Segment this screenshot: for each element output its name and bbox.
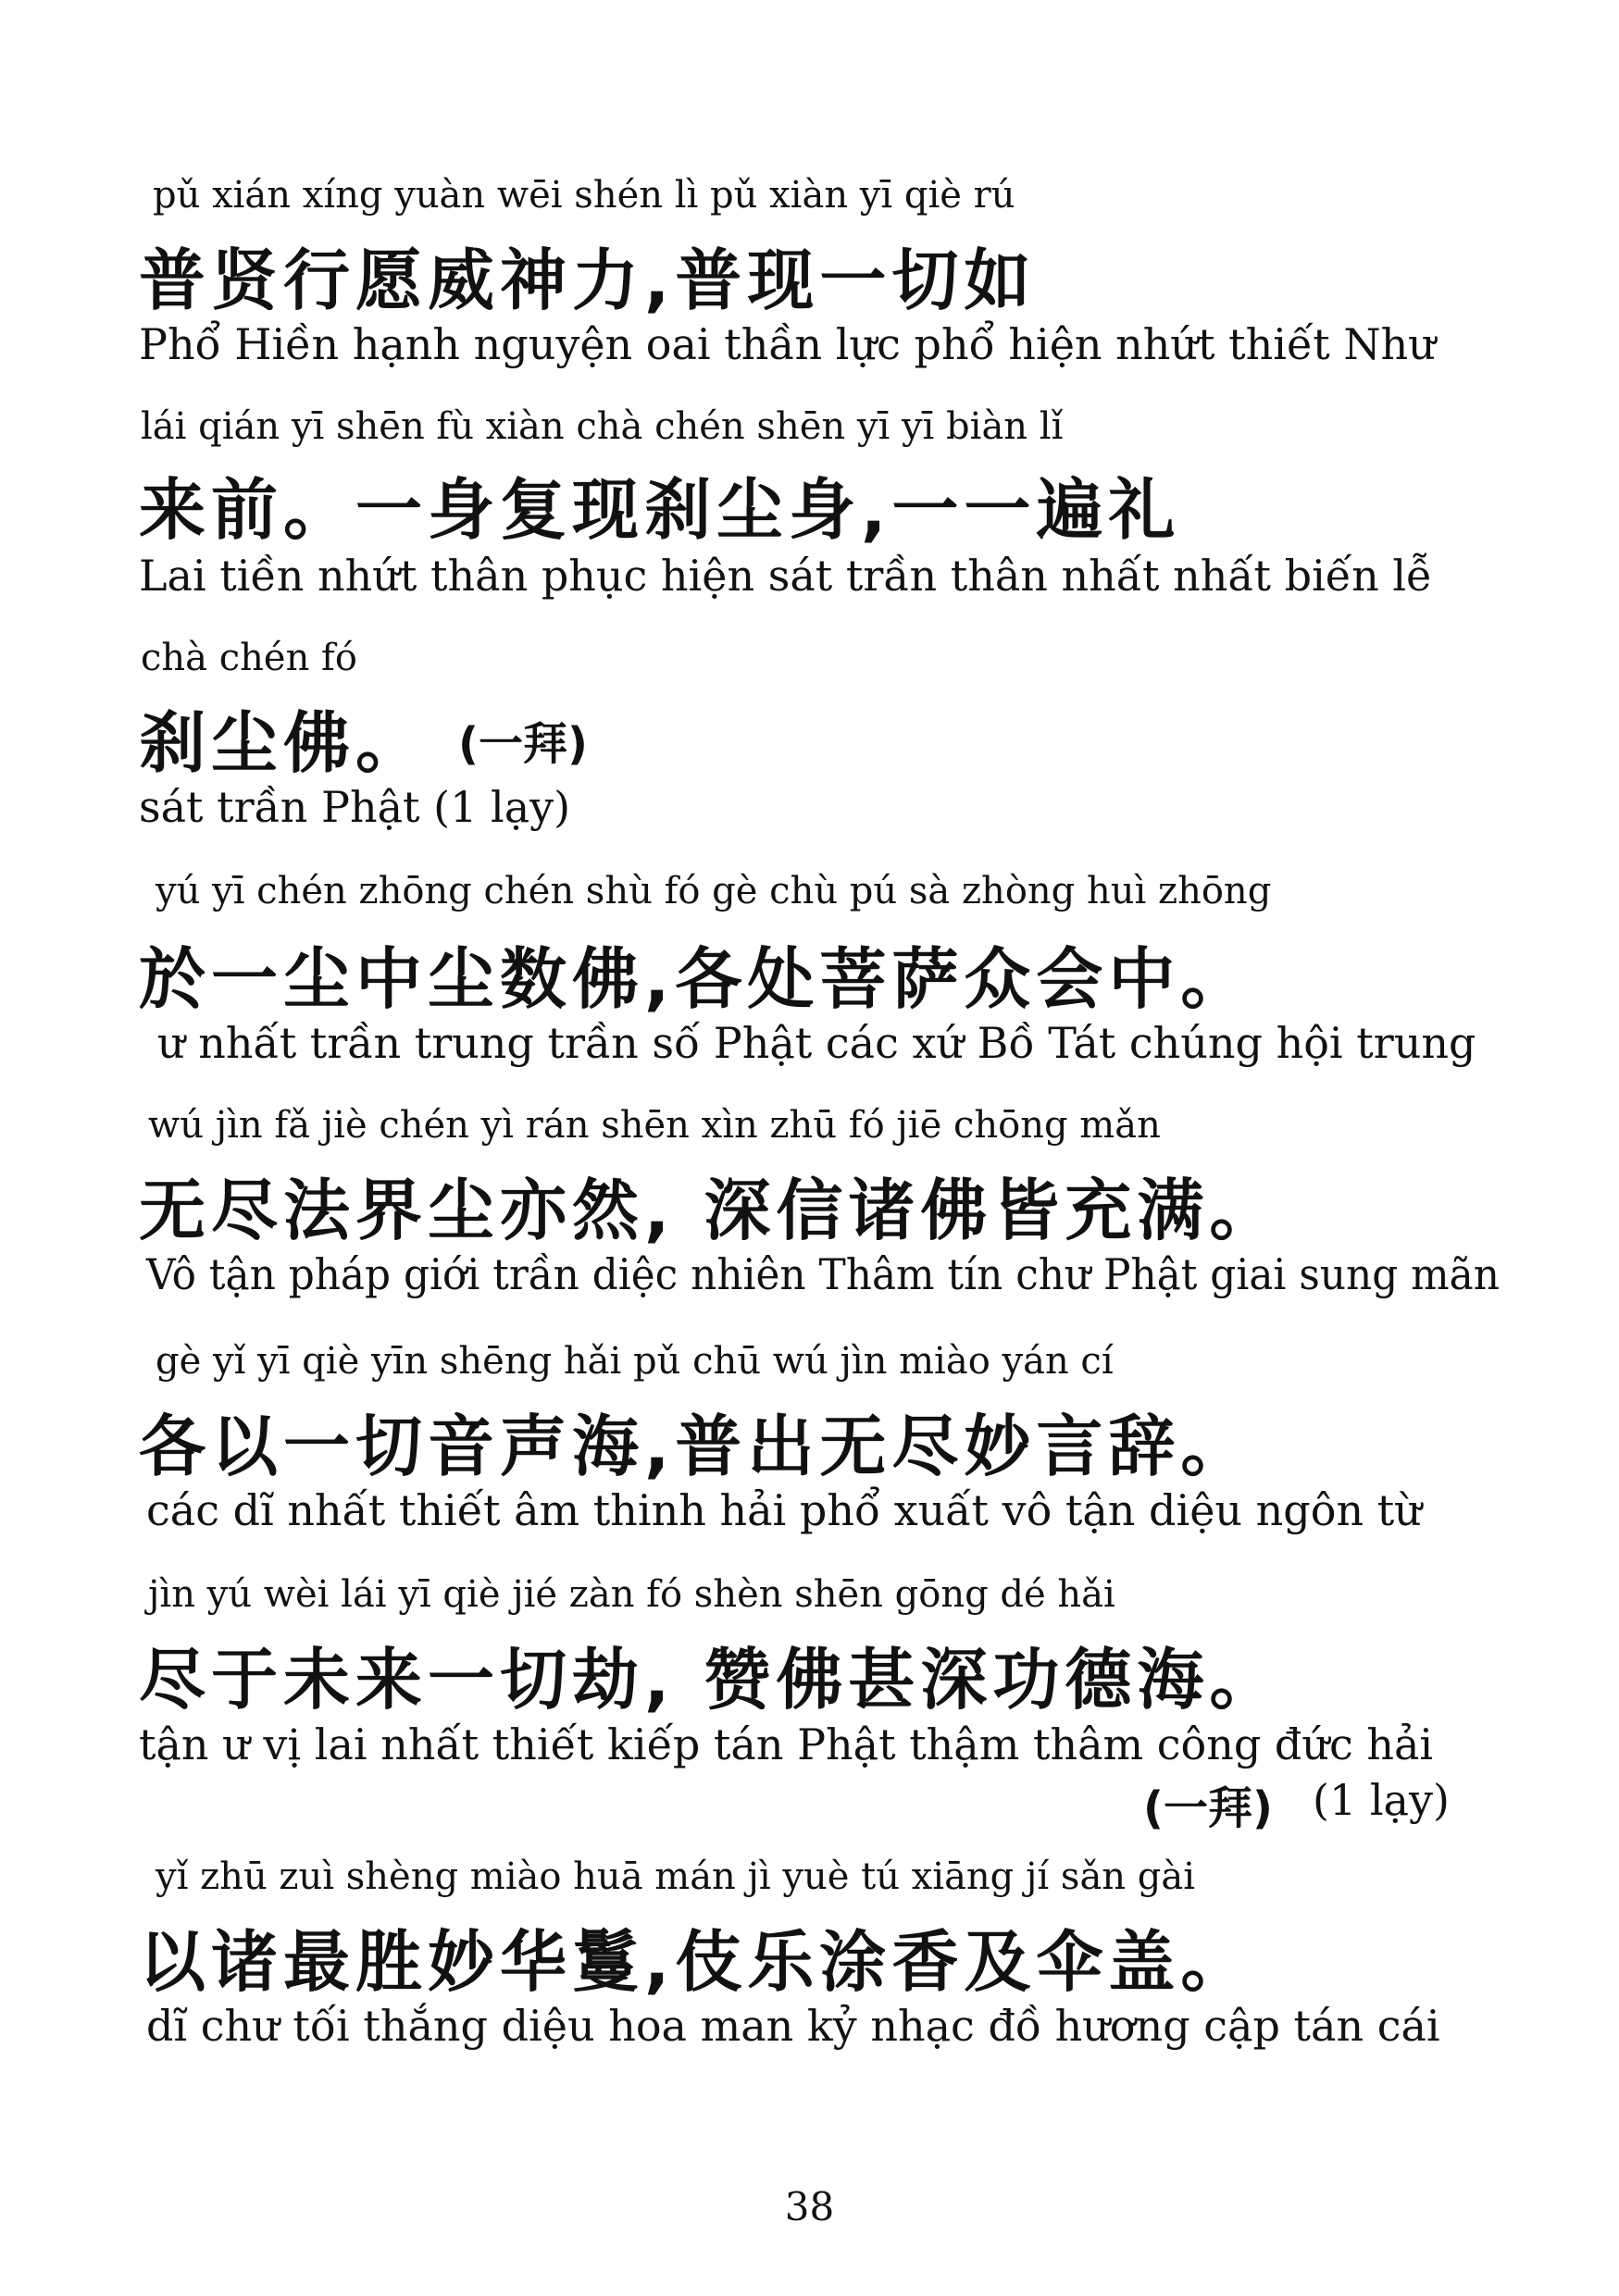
- pinyin-line: chà chén fó: [141, 637, 357, 679]
- chinese-line: 尽于未来一切劫, 赞佛甚深功德海。: [139, 1641, 1282, 1719]
- chinese-line: 於一尘中尘数佛,各处菩萨众会中。: [139, 940, 1253, 1018]
- chinese-line: 各以一切音声海,普出无尽妙言辞。: [139, 1408, 1253, 1485]
- prostration-note: (一拜): [458, 718, 588, 770]
- vietnamese-line: Phổ Hiền hạnh nguyện oai thần lực phổ hiện nhứt thiết Như: [139, 319, 1436, 369]
- chinese-line: 无尽法界尘亦然, 深信诸佛皆充满。: [139, 1172, 1282, 1249]
- pinyin-line: yú yī chén zhōng chén shù fó gè chù pú sà zhòng huì zhōng: [156, 870, 1272, 912]
- vietnamese-line: Lai tiền nhứt thân phục hiện sát trần thân nhất nhất biến lễ: [139, 551, 1433, 601]
- pinyin-line: gè yǐ yī qiè yīn shēng hǎi pǔ chū wú jìn miào yán cí: [156, 1340, 1114, 1383]
- prostration-note-vietnamese: (1 lạy): [1313, 1775, 1450, 1825]
- pinyin-line: yǐ zhū zuì shèng miào huā mán jì yuè tú xiāng jí sǎn gài: [156, 1855, 1196, 1898]
- page-number: 38: [784, 2184, 835, 2229]
- prostration-note: (一拜): [1143, 1782, 1273, 1834]
- chinese-line: 刹尘佛。: [139, 704, 429, 782]
- vietnamese-line: Vô tận pháp giới trần diệc nhiên Thâm tín chư Phật giai sung mãn: [146, 1249, 1500, 1299]
- pinyin-line: jìn yú wèi lái yī qiè jié zàn fó shèn shēn gōng dé hǎi: [148, 1573, 1115, 1616]
- pinyin-line: wú jìn fǎ jiè chén yì rán shēn xìn zhū fó jiē chōng mǎn: [148, 1104, 1161, 1147]
- chinese-line: 以诸最胜妙华鬘,伎乐涂香及伞盖。: [139, 1923, 1253, 2001]
- vietnamese-line: các dĩ nhất thiết âm thinh hải phổ xuất vô tận diệu ngôn từ: [146, 1485, 1422, 1535]
- pinyin-line: lái qián yī shēn fù xiàn chà chén shēn yī yī biàn lǐ: [141, 405, 1064, 448]
- vietnamese-line: sát trần Phật (1 lạy): [139, 782, 571, 832]
- chinese-line: 普贤行愿威神力,普现一切如: [139, 242, 1037, 319]
- vietnamese-line: tận ư vị lai nhất thiết kiếp tán Phật thậm thâm công đức hải: [139, 1719, 1434, 1769]
- pinyin-line: pǔ xián xíng yuàn wēi shén lì pǔ xiàn yī qiè rú: [153, 174, 1015, 217]
- vietnamese-line: dĩ chư tối thắng diệu hoa man kỷ nhạc đồ hương cập tán cái: [146, 2001, 1440, 2051]
- vietnamese-line: ư nhất trần trung trần số Phật các xứ Bồ Tát chúng hội trung: [157, 1018, 1476, 1068]
- chinese-line: 来前。一身复现刹尘身,一一遍礼: [139, 471, 1181, 549]
